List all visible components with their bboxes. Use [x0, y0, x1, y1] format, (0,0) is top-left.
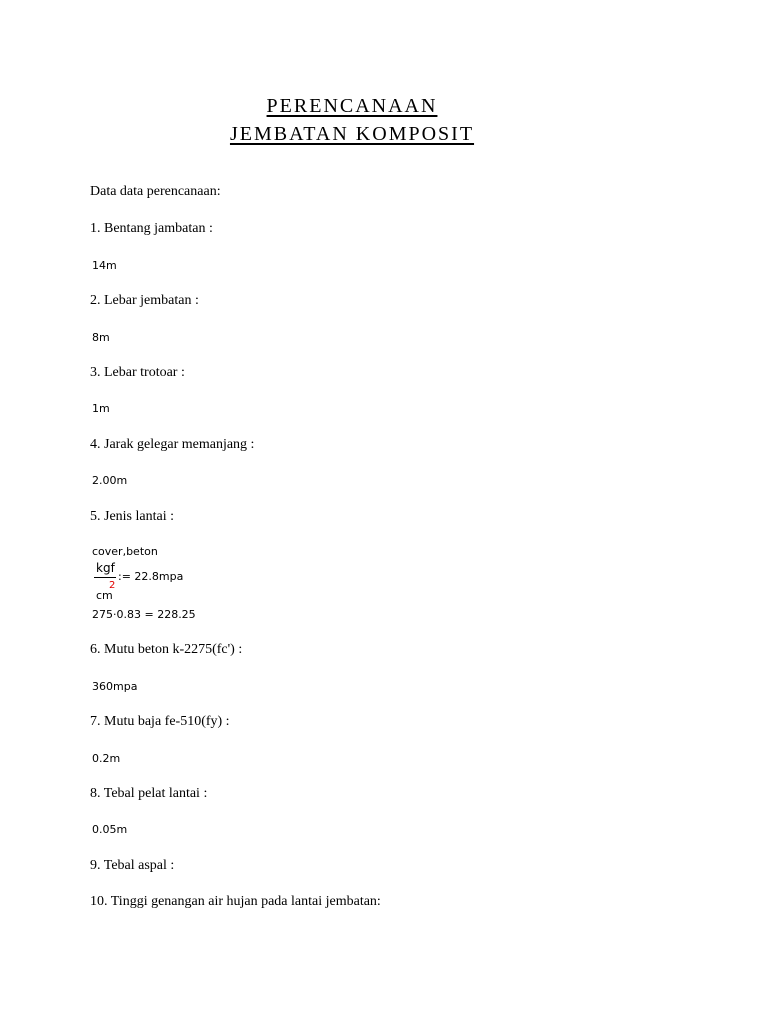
item-1-label: 1. Bentang jambatan : [90, 221, 213, 236]
item-5-calculation: 275·0.83 = 228.25 [92, 608, 196, 621]
title-line-2: JEMBATAN KOMPOSIT [229, 123, 475, 145]
item-3-value: 1m [92, 402, 110, 415]
item-2-label: 2. Lebar jembatan : [90, 293, 199, 308]
item-9-label: 9. Tebal aspal : [90, 858, 175, 873]
item-6-value: 360mpa [92, 680, 138, 693]
fraction-result: := 22.8mpa [118, 570, 184, 583]
item-8-value: 0.05m [92, 823, 128, 836]
title-line-1: PERENCANAAN [266, 95, 438, 117]
item-5-label: 5. Jenis lantai : [90, 509, 174, 524]
item-5-cover-beton: cover,beton [92, 545, 158, 558]
item-4-label: 4. Jarak gelegar memanjang : [90, 437, 255, 452]
item-2-value: 8m [92, 331, 110, 344]
fraction-bar [94, 577, 116, 578]
item-1-value: 14m [92, 259, 117, 272]
intro-text: Data data perencanaan: [90, 184, 221, 199]
item-6-label: 6. Mutu beton k-2275(fc') : [90, 642, 243, 657]
fraction-denominator: cm [96, 589, 113, 602]
fraction-exponent: 2 [109, 580, 116, 591]
item-10-label: 10. Tinggi genangan air hujan pada lantai jembatan: [90, 894, 381, 909]
item-4-value: 2.00m [92, 474, 128, 487]
item-3-label: 3. Lebar trotoar : [90, 365, 185, 380]
item-7-label: 7. Mutu baja fe-510(fy) : [90, 714, 230, 729]
fraction-numerator: kgf [96, 561, 115, 575]
item-7-value: 0.2m [92, 752, 121, 765]
item-8-label: 8. Tebal pelat lantai : [90, 786, 208, 801]
item-5-fraction [94, 560, 214, 604]
